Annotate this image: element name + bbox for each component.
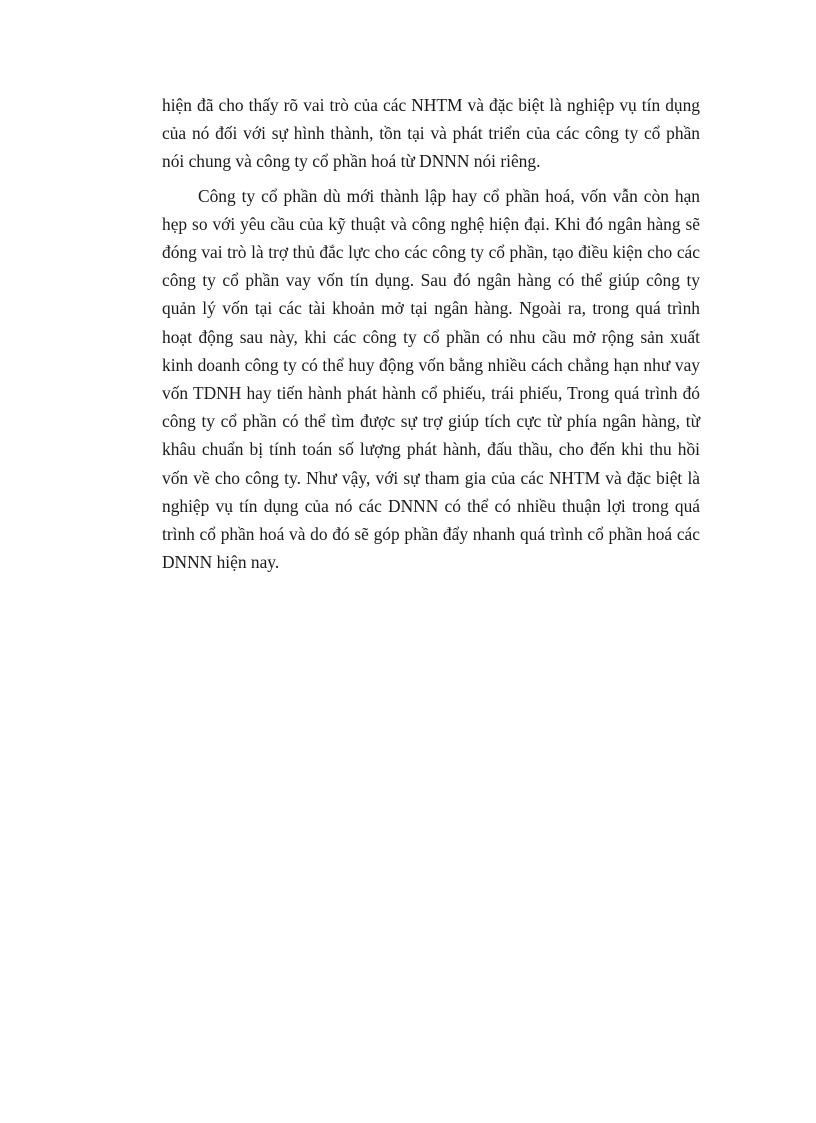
paragraph-main: Công ty cổ phần dù mới thành lập hay cổ phần hoá, vốn vẫn còn hạn hẹp so với yêu cầu của kỹ thuật và công nghệ hiện đại. Khi đó ngân hàng sẽ đóng vai trò là trợ thủ đắc lực cho các công ty cổ phần, tạo điều kiện cho các công ty cổ phần vay vốn tín dụng. Sau đó ngân hàng có thể giúp công ty quản lý vốn tại các tài khoản mở tại ngân hàng. Ngoài ra, trong quá trình hoạt động sau này, khi các công ty cổ phần có nhu cầu mở rộng sản xuất kinh doanh công ty có thể huy động vốn bằng nhiều cách chẳng hạn như vay vốn TDNH hay tiến hành phát hành cổ phiếu, trái phiếu, Trong quá trình đó công ty cổ phần có thể tìm được sự trợ giúp tích cực từ phía ngân hàng, từ khâu chuẩn bị tính toán số lượng phát hành, đấu thầu, cho đến khi thu hồi vốn về cho công ty. Như vậy, với sự tham gia của các NHTM và đặc biệt là nghiệp vụ tín dụng của nó các DNNN có thể có nhiều thuận lợi trong quá trình cổ phần hoá và do đó sẽ góp phần đẩy nhanh quá trình cổ phần hoá các DNNN hiện nay.: [162, 185, 700, 573]
document-body: [162, 91, 700, 576]
paragraph-continuation: hiện đã cho thấy rõ vai trò của các NHTM và đặc biệt là nghiệp vụ tín dụng của nó đối với sự hình thành, tồn tại và phát triển của các công ty cổ phần nói chung và công ty cổ phần hoá từ DNNN nói riêng.: [162, 95, 700, 172]
